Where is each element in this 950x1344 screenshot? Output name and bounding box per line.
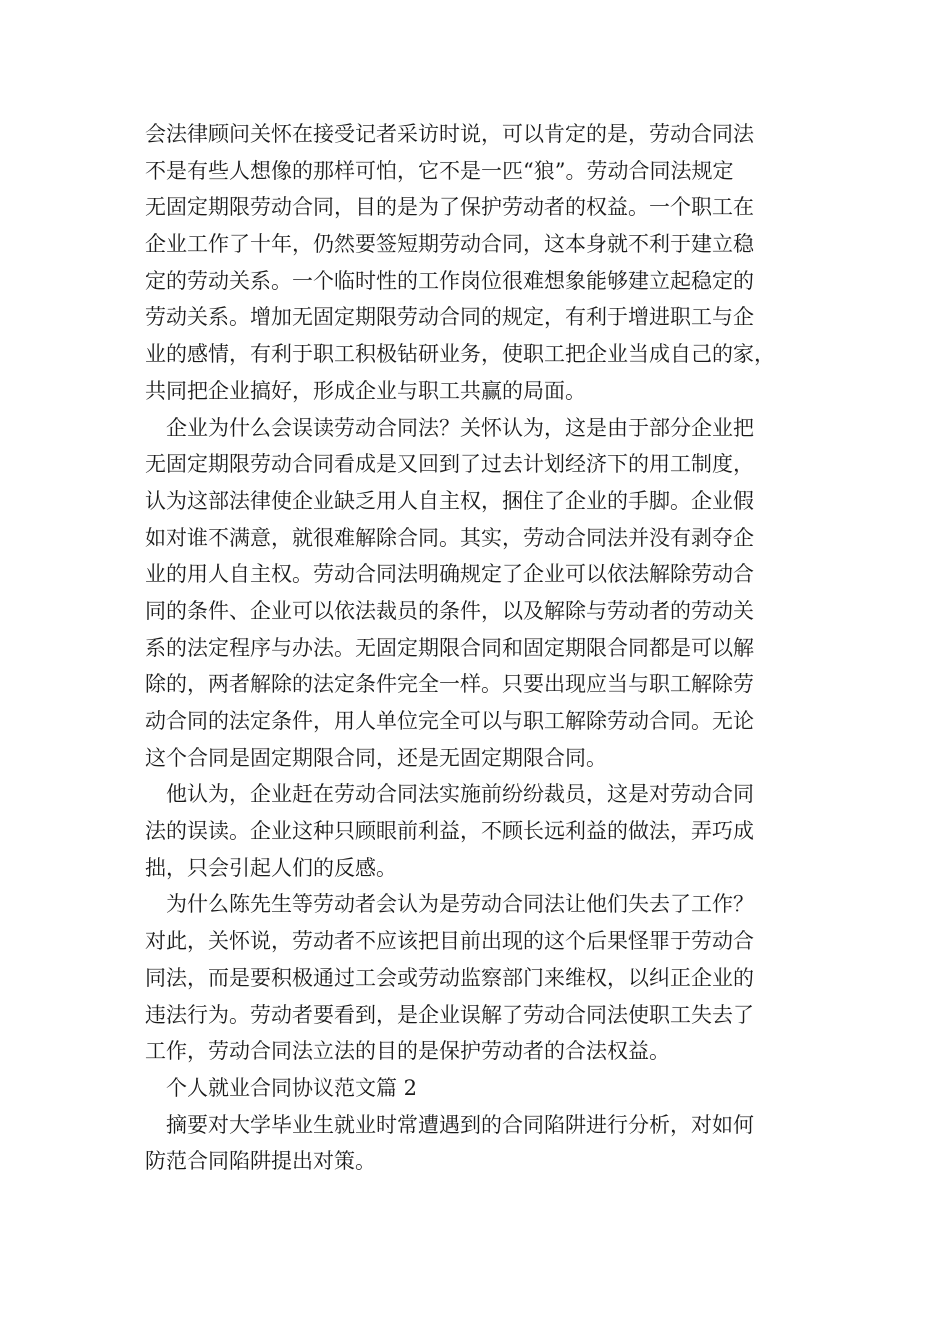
text-line: 如对谁不满意，就很难解除合同。其实，劳动合同法并没有剥夺企 — [145, 525, 754, 550]
text-line: 劳动关系。增加无固定期限劳动合同的规定，有利于增进职工与企 — [145, 305, 754, 330]
text-line: 企业为什么会误读劳动合同法？关怀认为，这是由于部分企业把 — [145, 415, 754, 440]
text-line: 共同把企业搞好，形成企业与职工共赢的局面。 — [145, 378, 586, 403]
text-line: 无固定期限劳动合同看成是又回到了过去计划经济下的用工制度， — [145, 452, 754, 477]
text-line: 为什么陈先生等劳动者会认为是劳动合同法让他们失去了工作？ — [145, 892, 754, 917]
text-line: 不是有些人想像的那样可怕，它不是一匹“狼”。劳动合同法规定 — [145, 158, 734, 183]
paragraph — [145, 116, 809, 410]
text-line: 除的，两者解除的法定条件完全一样。只要出现应当与职工解除劳 — [145, 672, 754, 697]
text-line: 他认为，企业赶在劳动合同法实施前纷纷裁员，这是对劳动合同 — [145, 782, 754, 807]
paragraph — [145, 776, 809, 886]
text-line: 防范合同陷阱提出对策。 — [145, 1149, 376, 1174]
text-line: 业的感情，有利于职工积极钻研业务，使职工把企业当成自己的家， — [145, 342, 775, 367]
text-line: 工作，劳动合同法立法的目的是保护劳动者的合法权益。 — [145, 1039, 670, 1064]
text-line: 无固定期限劳动合同，目的是为了保护劳动者的权益。一个职工在 — [145, 195, 754, 220]
text-line: 会法律顾问关怀在接受记者采访时说，可以肯定的是，劳动合同法 — [145, 122, 754, 146]
text-line: 业的用人自主权。劳动合同法明确规定了企业可以依法解除劳动合 — [145, 562, 754, 587]
text-line: 动合同的法定条件，用人单位完全可以与职工解除劳动合同。无论 — [145, 709, 754, 733]
text-line: 同的条件、企业可以依法裁员的条件，以及解除与劳动者的劳动关 — [145, 598, 754, 623]
paragraph — [145, 886, 809, 1069]
paragraph — [145, 1070, 809, 1107]
paragraph — [145, 1107, 809, 1180]
text-line: 对此，关怀说，劳动者不应该把目前出现的这个后果怪罪于劳动合 — [145, 929, 754, 954]
text-line: 个人就业合同协议范文篇 2 — [145, 1075, 418, 1100]
text-line: 法的误读。企业这种只顾眼前利益，不顾长远利益的做法，弄巧成 — [145, 819, 754, 844]
document-body — [145, 116, 809, 1180]
text-line: 定的劳动关系。一个临时性的工作岗位很难想象能够建立起稳定的 — [145, 268, 754, 293]
text-line: 违法行为。劳动者要看到，是企业误解了劳动合同法使职工失去了 — [145, 1002, 754, 1027]
text-line: 认为这部法律使企业缺乏用人自主权，捆住了企业的手脚。企业假 — [145, 488, 754, 513]
text-line: 这个合同是固定期限合同，还是无固定期限合同。 — [145, 745, 607, 770]
text-line: 摘要对大学毕业生就业时常遭遇到的合同陷阱进行分析，对如何 — [145, 1112, 754, 1137]
text-line: 同法，而是要积极通过工会或劳动监察部门来维权，以纠正企业的 — [145, 965, 754, 990]
text-line: 企业工作了十年，仍然要签短期劳动合同，这本身就不利于建立稳 — [145, 232, 754, 257]
paragraph — [145, 410, 809, 777]
text-line: 拙，只会引起人们的反感。 — [145, 855, 397, 880]
text-line: 系的法定程序与办法。无固定期限合同和固定期限合同都是可以解 — [145, 635, 754, 660]
